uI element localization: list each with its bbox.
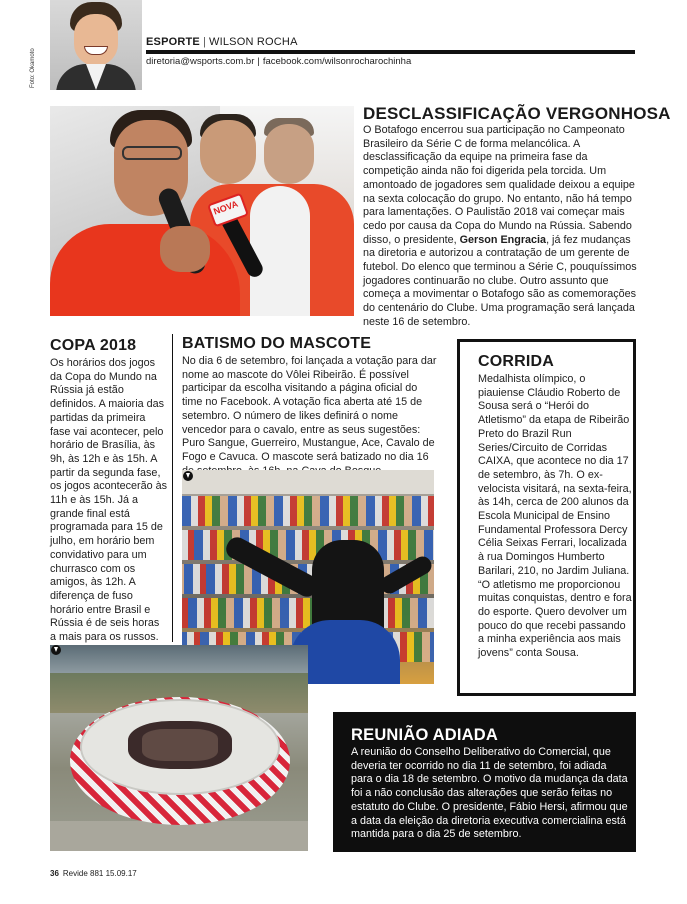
contact-line xyxy=(146,56,411,67)
contact-email[interactable]: diretoria@wsports.com.br xyxy=(146,56,255,67)
column-divider xyxy=(172,334,173,642)
photo-marker-icon xyxy=(51,645,61,655)
contact-facebook[interactable]: facebook.com/wilsonrocharochinha xyxy=(262,56,412,67)
page-footer xyxy=(50,869,137,878)
mic-label: NOVA xyxy=(212,198,240,217)
mascote-article xyxy=(182,335,440,478)
section-separator: | xyxy=(202,36,207,48)
corrida-box xyxy=(457,339,636,696)
copa-title: COPA 2018 xyxy=(50,337,137,354)
mascote-text: No dia 6 de setembro, foi lançada a votação para dar nome ao mascote do Vôlei Ribeirão. É possível participar da escolha visitando a página oficial do time no Facebook. A votação fica aberta até 15 de setembro. O número de likes definirá o nome vencedor para o cavalo, entre as seus sugestões: Puro Sangue, Guerreiro, Mustangue, Ace, Cavalo de Fogo e Cavuca. O mascote será batizado no dia 16 xyxy=(182,355,437,463)
reuniao-box xyxy=(333,712,636,852)
copa-text: Os horários dos jogos da Copa do Mundo na Rússia já estão definidos. A maioria das partidas da primeira fase vai acontecer, pelo horário de Brasília, às 9h, às 12h e às 15h. A partir da segunda fase, os jogos acontecerão às 11h e às 15h. Já a grande final está programada para 15 de julho, em horário bem convidativo para um churrasco com os amigos, às 12h. A diferença de fuso horário entre Brasil e Rússia é de seis horas a mais para os russos. xyxy=(50,357,168,644)
section-header xyxy=(146,36,298,48)
photo-credit: Foto: Okamoto xyxy=(30,48,36,88)
publication-info: Revide 881 15.09.17 xyxy=(62,869,137,878)
section-name: ESPORTE xyxy=(146,36,200,48)
stadium-photo xyxy=(50,645,308,851)
president-name: Gerson Engracia xyxy=(459,233,547,246)
reuniao-text: A reunião do Conselho Deliberativo do Comercial, que deveria ter ocorrido no dia 11 de setembro, foi adiada para o dia 18 de setembro. O motivo da mudança da data foi a não conclusão das alterações que serão feitas no estatuto do Clube. O presidente, Fábio Hersi, afirmou que a data da eleição da diretoria executiva comercialina está mantida para o dia 25 de setembro. xyxy=(351,746,628,841)
page-number: 36 xyxy=(50,869,59,878)
columnist-photo xyxy=(50,0,142,90)
main-article-title: DESCLASSIFICAÇÃO VERGONHOSA xyxy=(363,104,671,123)
columnist-name: WILSON ROCHA xyxy=(209,36,298,48)
mascote-title: BATISMO DO MASCOTE xyxy=(182,335,372,352)
corrida-text: Medalhista olímpico, o piauiense Cláudio Roberto de Sousa será o “Herói do Atletismo” da etapa de Ribeirão Preto do Brazil Run Series/Circuito de Corridas CAIXA, que acontece no dia 17 de setembro, às 7h. O ex-velocista visitará, na sexta-feira, às 14h, cerca de 200 alunos da Escola Municipal de Ensino Fundamental Professora Dercy Célia Seixas Ferrari, localizada à rua Domingos Humberto Barilari, 210, no Jardim Juliana. “O atletismo me proporcionou muitas conquistas, dentro e fora do esporte. Quero devolver um pouco do que recebi passando a minha experiência aos mais jovens” conta Sousa. xyxy=(478,373,632,660)
contact-separator: | xyxy=(257,56,260,67)
copa-article xyxy=(50,337,168,645)
header-rule xyxy=(146,50,635,54)
main-article-text: O Botafogo encerrou sua participação no Campeonato Brasileiro da Série C de forma melancólica. A desclassificação da equipe na primeira fase da competição ainda não foi digerida pela torcida. Um amontoado de jogadores sem qualidade deixou a equipe na sexta colocação do grupo. No entanto, não há tempo para lamentações. O Paulistão 2018 vai começar mais cedo por causa da Copa do Mundo na Rússia. Sabendo disso, o presidente, Gerson Engracia, já fez mudanças na diretoria e autorizou a contratação de um gerente de futebol. Do elenco que terminou a Série C, pouquíssimos jogadores continuarão no clube. Outro assunto que começa a movimentar o Botafogo são as comemorações do centenário do Clube. Uma programação será lançada neste 16 de setembro. xyxy=(363,124,637,328)
main-article-photo xyxy=(50,106,354,316)
reuniao-title: REUNIÃO ADIADA xyxy=(351,726,499,744)
corrida-title: CORRIDA xyxy=(478,353,555,370)
photo-marker-icon xyxy=(183,471,193,481)
